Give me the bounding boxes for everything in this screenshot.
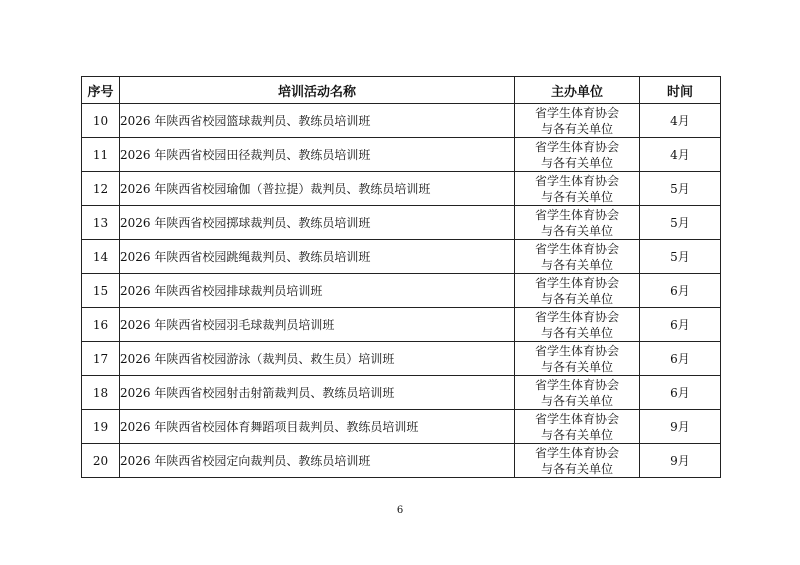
table-row [82, 274, 721, 308]
table-row [82, 206, 721, 240]
organizer-cell [515, 104, 640, 138]
organizer-line-1: 省学生体育协会 [534, 173, 619, 188]
table-row [82, 410, 721, 444]
table-row [82, 104, 721, 138]
time-cell: 6月 [640, 342, 721, 376]
activity-name-cell: 2026 年陕西省校园体育舞蹈项目裁判员、教练员培训班 [120, 410, 515, 444]
training-schedule-table [81, 76, 721, 478]
activity-name-cell: 2026 年陕西省校园跳绳裁判员、教练员培训班 [120, 240, 515, 274]
header-organizer: 主办单位 [515, 77, 640, 104]
serial-number-cell: 16 [82, 308, 120, 342]
organizer-line-2: 与各有关单位 [540, 155, 613, 170]
organizer-cell [515, 206, 640, 240]
organizer-line-2: 与各有关单位 [540, 189, 613, 204]
time-cell: 5月 [640, 206, 721, 240]
organizer-line-1: 省学生体育协会 [534, 139, 619, 154]
organizer-line-2: 与各有关单位 [540, 223, 613, 238]
time-cell: 6月 [640, 308, 721, 342]
activity-name-cell: 2026 年陕西省校园田径裁判员、教练员培训班 [120, 138, 515, 172]
organizer-line-1: 省学生体育协会 [534, 445, 619, 460]
header-serial-number: 序号 [82, 77, 120, 104]
organizer-line-2: 与各有关单位 [540, 325, 613, 340]
time-cell: 4月 [640, 104, 721, 138]
activity-name-cell: 2026 年陕西省校园瑜伽（普拉提）裁判员、教练员培训班 [120, 172, 515, 206]
header-activity-name: 培训活动名称 [120, 77, 515, 104]
organizer-line-1: 省学生体育协会 [534, 207, 619, 222]
table-row [82, 138, 721, 172]
table-row [82, 376, 721, 410]
time-cell: 9月 [640, 410, 721, 444]
organizer-line-2: 与各有关单位 [540, 359, 613, 374]
time-cell: 5月 [640, 172, 721, 206]
serial-number-cell: 12 [82, 172, 120, 206]
organizer-line-1: 省学生体育协会 [534, 275, 619, 290]
organizer-line-2: 与各有关单位 [540, 291, 613, 306]
table-row [82, 240, 721, 274]
page-number: 6 [396, 505, 404, 516]
organizer-line-2: 与各有关单位 [540, 257, 613, 272]
serial-number-cell: 15 [82, 274, 120, 308]
organizer-line-2: 与各有关单位 [540, 393, 613, 408]
header-row [82, 77, 721, 104]
activity-name-cell: 2026 年陕西省校园排球裁判员培训班 [120, 274, 515, 308]
organizer-line-1: 省学生体育协会 [534, 241, 619, 256]
serial-number-cell: 14 [82, 240, 120, 274]
table-row [82, 444, 721, 478]
activity-name-cell: 2026 年陕西省校园射击射箭裁判员、教练员培训班 [120, 376, 515, 410]
serial-number-cell: 11 [82, 138, 120, 172]
activity-name-cell: 2026 年陕西省校园游泳（裁判员、救生员）培训班 [120, 342, 515, 376]
table-row [82, 308, 721, 342]
organizer-line-1: 省学生体育协会 [534, 105, 619, 120]
table-row [82, 342, 721, 376]
time-cell: 6月 [640, 274, 721, 308]
organizer-line-1: 省学生体育协会 [534, 377, 619, 392]
time-cell: 6月 [640, 376, 721, 410]
organizer-cell [515, 308, 640, 342]
organizer-cell [515, 138, 640, 172]
organizer-line-1: 省学生体育协会 [534, 343, 619, 358]
time-cell: 9月 [640, 444, 721, 478]
serial-number-cell: 17 [82, 342, 120, 376]
activity-name-cell: 2026 年陕西省校园定向裁判员、教练员培训班 [120, 444, 515, 478]
table-body [82, 104, 721, 478]
organizer-cell [515, 410, 640, 444]
activity-name-cell: 2026 年陕西省校园掷球裁判员、教练员培训班 [120, 206, 515, 240]
table-header [82, 77, 721, 104]
organizer-cell [515, 342, 640, 376]
organizer-line-2: 与各有关单位 [540, 121, 613, 136]
organizer-line-2: 与各有关单位 [540, 427, 613, 442]
activity-name-cell: 2026 年陕西省校园羽毛球裁判员培训班 [120, 308, 515, 342]
serial-number-cell: 20 [82, 444, 120, 478]
serial-number-cell: 19 [82, 410, 120, 444]
organizer-cell [515, 172, 640, 206]
serial-number-cell: 13 [82, 206, 120, 240]
organizer-line-2: 与各有关单位 [540, 461, 613, 476]
time-cell: 4月 [640, 138, 721, 172]
organizer-cell [515, 240, 640, 274]
activity-name-cell: 2026 年陕西省校园篮球裁判员、教练员培训班 [120, 104, 515, 138]
organizer-line-1: 省学生体育协会 [534, 309, 619, 324]
organizer-cell [515, 376, 640, 410]
serial-number-cell: 18 [82, 376, 120, 410]
organizer-line-1: 省学生体育协会 [534, 411, 619, 426]
time-cell: 5月 [640, 240, 721, 274]
header-time: 时间 [640, 77, 721, 104]
organizer-cell [515, 274, 640, 308]
table-row [82, 172, 721, 206]
organizer-cell [515, 444, 640, 478]
serial-number-cell: 10 [82, 104, 120, 138]
